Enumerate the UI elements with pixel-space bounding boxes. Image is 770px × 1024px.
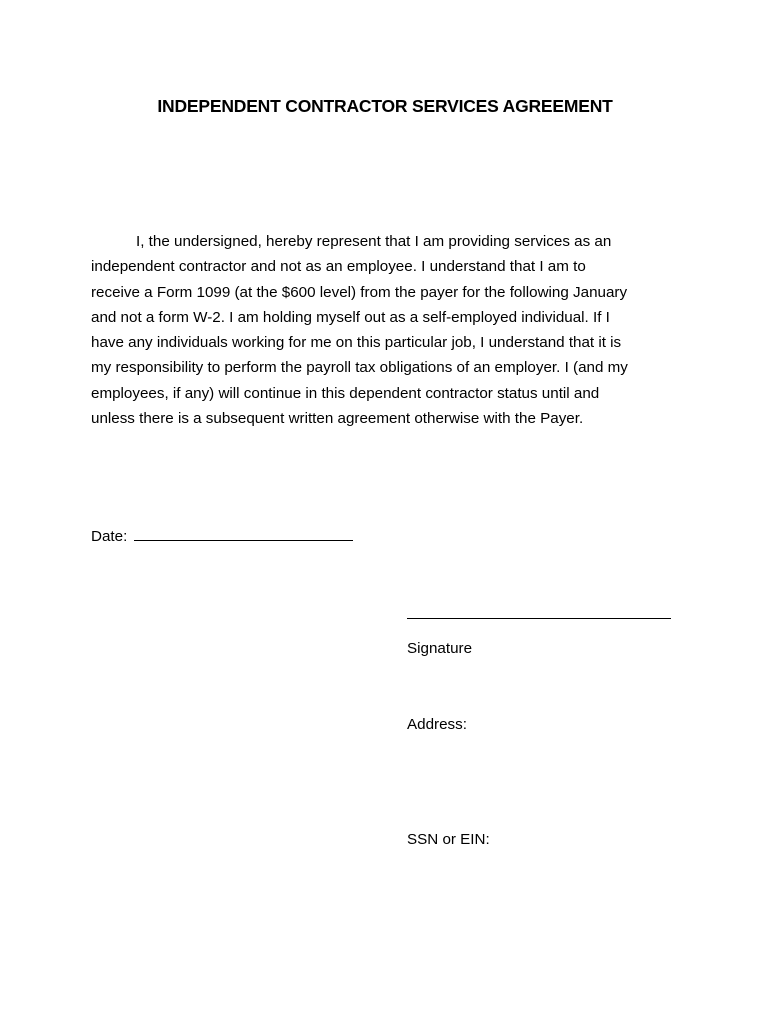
body-line: have any individuals working for me on this particular job, I understand that it is — [91, 334, 622, 352]
date-row — [91, 524, 353, 545]
body-line: I, the undersigned, hereby represent that I am providing services as an — [136, 233, 612, 250]
signature-line[interactable] — [407, 618, 671, 619]
date-label: Date: — [91, 528, 128, 545]
document-title: INDEPENDENT CONTRACTOR SERVICES AGREEMENT — [157, 96, 613, 116]
body-line: independent contractor and not as an employee. I understand that I am to — [91, 258, 586, 276]
agreement-body — [91, 229, 691, 431]
body-line: and not a form W-2. I am holding myself out as a self-employed individual. If I — [91, 308, 610, 326]
body-line: employees, if any) will continue in this dependent contractor status until and — [91, 384, 600, 402]
date-field[interactable] — [134, 524, 353, 541]
ssn-ein-label: SSN or EIN: — [407, 831, 490, 848]
body-line: unless there is a subsequent written agreement otherwise with the Payer. — [91, 410, 584, 428]
body-line: receive a Form 1099 (at the $600 level) from the payer for the following January — [91, 283, 628, 301]
address-label: Address: — [407, 716, 467, 733]
body-line: my responsibility to perform the payroll tax obligations of an employer. I (and my — [91, 359, 628, 377]
signature-label: Signature — [407, 640, 473, 657]
